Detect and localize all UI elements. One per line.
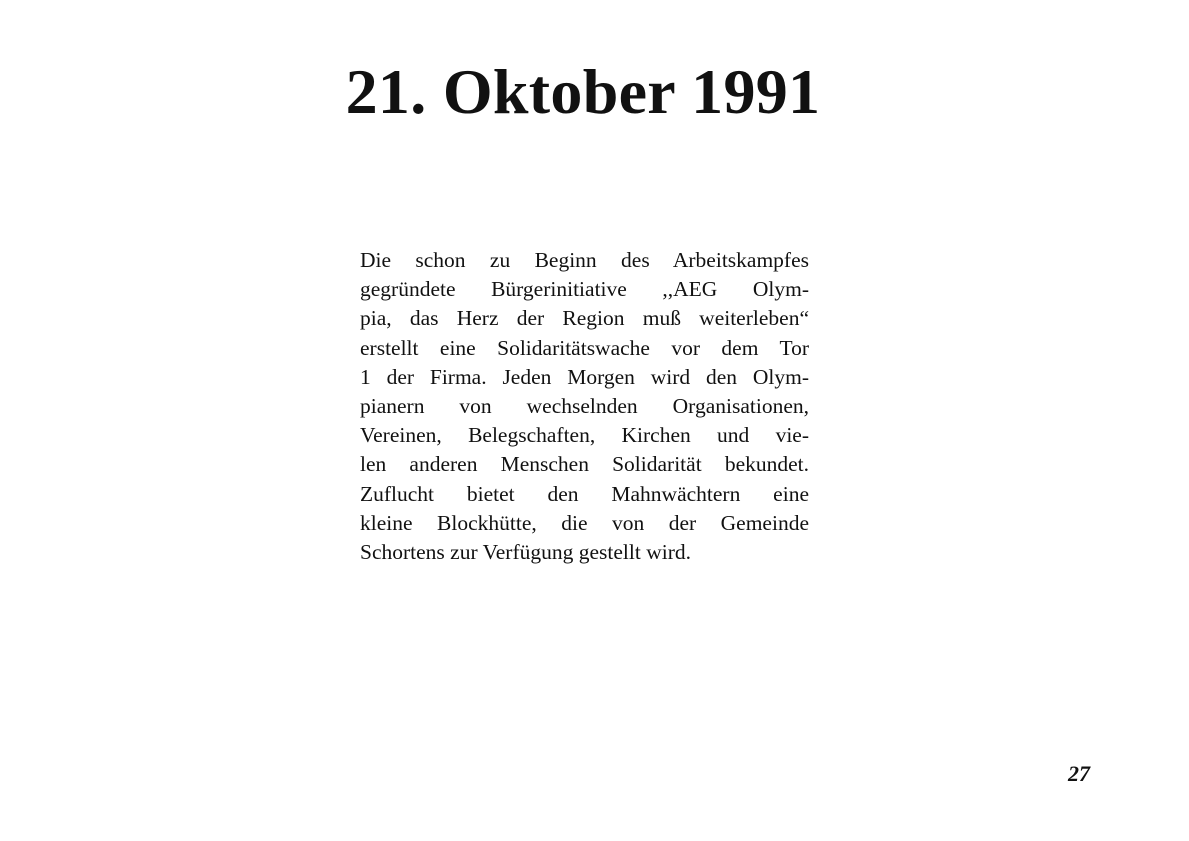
paragraph-line: Die schon zu Beginn des Arbeitskampfes [360, 248, 809, 272]
paragraph-line: 1 der Firma. Jeden Morgen wird den Olym- [360, 364, 809, 389]
paragraph-line: len anderen Menschen Solidarität bekundet. [360, 452, 809, 477]
body-paragraph [360, 246, 809, 567]
paragraph-line: Schortens zur Verfügung gestellt wird. [360, 540, 691, 565]
paragraph-line: kleine Blockhütte, die von der Gemeinde [360, 510, 809, 535]
paragraph-line: gegründete Bürgerinitiative ,,AEG Olym- [360, 277, 809, 302]
paragraph-line: Vereinen, Belegschaften, Kirchen und vie- [360, 423, 809, 448]
paragraph-line: Zuflucht bietet den Mahnwächtern eine [360, 481, 809, 506]
paragraph-line: pianern von wechselnden Organisationen, [360, 394, 809, 419]
page-title: 21. Oktober 1991 [345, 56, 821, 127]
page-number: 27 [1068, 761, 1090, 786]
paragraph-line: pia, das Herz der Region muß weiterleben“ [360, 306, 809, 331]
paragraph-line: erstellt eine Solidaritätswache vor dem Tor [360, 335, 809, 360]
